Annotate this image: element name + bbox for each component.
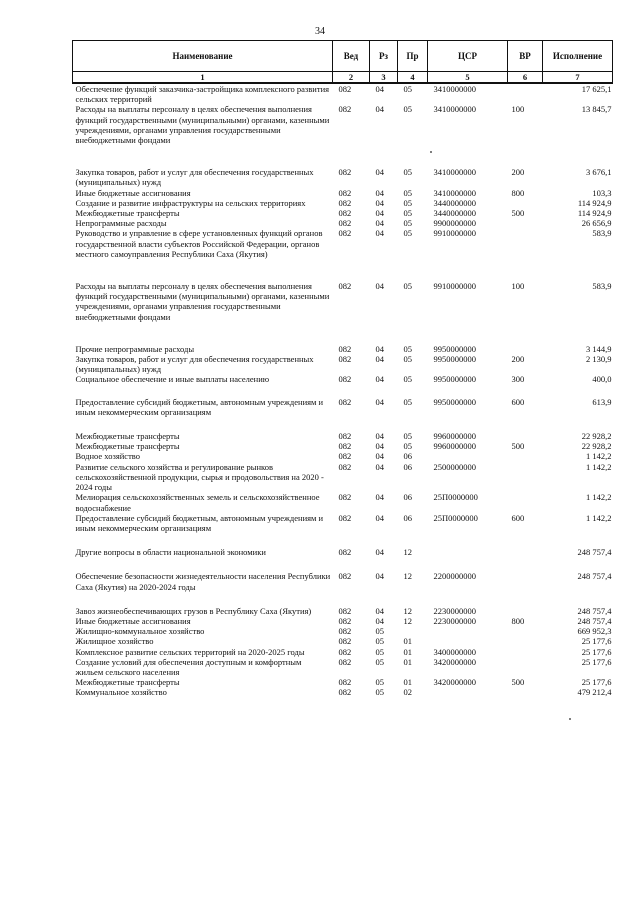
- row-vr: [508, 626, 543, 636]
- row-exec: 248 757,4: [577, 571, 612, 582]
- row-ved: 082: [338, 636, 352, 647]
- row-name: Обеспечение функций заказчика-застройщика комплексного развития сельских территорий: [75, 84, 330, 105]
- table-row: [73, 451, 613, 461]
- table-row: [73, 647, 613, 657]
- row-name: Непрограммные расходы: [75, 218, 167, 229]
- row-name: Межбюджетные трансферты: [75, 431, 180, 442]
- row-pr: 12: [403, 547, 412, 558]
- column-number-row: [73, 72, 613, 84]
- row-pr: 05: [403, 84, 412, 94]
- row-name: Предоставление субсидий бюджетным, автономным учреждениям и иным некоммерческим организациям: [75, 512, 324, 533]
- row-name: Другие вопросы в области национальной экономики: [75, 547, 266, 558]
- row-vr: 600: [511, 396, 525, 407]
- row-pr: 12: [403, 615, 412, 626]
- row-vr: [508, 606, 543, 616]
- row-rz: 05: [375, 636, 384, 647]
- col-number: 3: [370, 72, 398, 84]
- row-name: Мелиорация сельскохозяйственных земель и сельскохозяйственное водоснабжение: [75, 492, 320, 513]
- row-ved: 082: [338, 615, 352, 626]
- row-ved: 082: [338, 512, 352, 523]
- row-name: Развитие сельского хозяйства и регулирование рынков сельскохозяйственной продукции, сырья и продовольствия на 2020 - 2024 годы: [75, 461, 324, 493]
- row-vr: [508, 83, 543, 104]
- row-rz: 04: [375, 343, 384, 354]
- row-exec: 22 928,2: [581, 441, 612, 452]
- table-row: [73, 441, 613, 451]
- row-pr: 05: [403, 208, 412, 219]
- row-csr: 2230000000: [433, 615, 476, 626]
- table-row: [73, 606, 613, 616]
- table-row: [73, 397, 613, 431]
- table-row: [73, 374, 613, 396]
- row-vr: [508, 431, 543, 441]
- row-vr: 300: [511, 374, 525, 385]
- row-name: Социальное обеспечение и иные выплаты населению: [75, 374, 270, 385]
- row-rz: 04: [375, 396, 384, 407]
- row-rz: 04: [375, 167, 384, 178]
- header-pr: Пр: [398, 41, 428, 72]
- row-exec: 1 142,2: [586, 461, 612, 472]
- row-ved: 082: [338, 605, 352, 616]
- col-number: 7: [543, 72, 613, 84]
- row-ved: 082: [338, 687, 352, 698]
- row-vr: [508, 636, 543, 646]
- row-exec: 400,0: [592, 374, 612, 385]
- row-rz: 05: [375, 687, 384, 698]
- table-body: [73, 83, 613, 698]
- row-ved: 082: [338, 431, 352, 442]
- row-csr: 2500000000: [433, 461, 476, 472]
- row-ved: 082: [338, 677, 352, 688]
- row-name: Расходы на выплаты персоналу в целях обеспечения выполнения функций государственными (муниципальными) органами, казенными учреждениями, органами управления государственными внебюджетными фондами: [75, 104, 330, 146]
- row-exec: 13 845,7: [581, 104, 612, 115]
- row-vr: [508, 198, 543, 208]
- row-pr: 02: [403, 687, 412, 698]
- row-pr: 05: [403, 343, 412, 354]
- row-exec: 248 757,4: [577, 615, 612, 626]
- row-rz: 04: [375, 197, 384, 208]
- row-vr: 800: [511, 187, 525, 198]
- row-ved: 082: [338, 218, 352, 229]
- row-name: Жилищно-коммунальное хозяйство: [75, 626, 205, 637]
- table-row: [73, 547, 613, 571]
- table-row: [73, 687, 613, 697]
- row-csr: 3420000000: [433, 677, 476, 688]
- row-name: Прочие непрограммные расходы: [75, 343, 195, 354]
- table-row: [73, 281, 613, 344]
- row-pr: [398, 626, 428, 636]
- row-ved: 082: [338, 461, 352, 472]
- row-ved: 082: [338, 281, 352, 292]
- row-rz: 04: [375, 461, 384, 472]
- row-csr: 3440000000: [433, 208, 476, 219]
- row-pr: 01: [403, 677, 412, 688]
- row-name: Предоставление субсидий бюджетным, автономным учреждениям и иным некоммерческим организациям: [75, 396, 324, 417]
- row-exec: 583,9: [592, 228, 612, 239]
- row-pr: 06: [403, 461, 412, 472]
- row-vr: 100: [511, 281, 525, 292]
- row-ved: 082: [338, 571, 352, 582]
- col-number: 4: [398, 72, 428, 84]
- row-csr: [428, 451, 508, 461]
- row-rz: 04: [375, 104, 384, 115]
- row-exec: 3 676,1: [586, 167, 612, 178]
- row-csr: 3410000000: [433, 167, 476, 178]
- row-pr: 05: [403, 431, 412, 442]
- row-exec: 1 142,2: [586, 492, 612, 503]
- row-vr: 800: [511, 615, 525, 626]
- row-csr: 3410000000: [433, 187, 476, 198]
- table-row: [73, 83, 613, 104]
- row-csr: 9950000000: [433, 374, 476, 385]
- scan-speck: [569, 718, 571, 720]
- row-exec: 1 142,2: [586, 512, 612, 523]
- row-exec: 25 177,6: [581, 636, 612, 647]
- row-rz: 05: [375, 626, 384, 637]
- row-csr: 9950000000: [433, 343, 476, 354]
- row-csr: 25П0000000: [433, 492, 478, 503]
- row-pr: 12: [403, 571, 412, 582]
- row-exec: 583,9: [592, 281, 612, 292]
- row-pr: 06: [403, 492, 412, 503]
- row-rz: 04: [375, 605, 384, 616]
- row-rz: 05: [375, 677, 384, 688]
- row-rz: 04: [375, 512, 384, 523]
- row-vr: 200: [511, 167, 525, 178]
- row-rz: 04: [375, 451, 384, 462]
- row-csr: 9950000000: [433, 396, 476, 407]
- row-csr: 3400000000: [433, 646, 476, 657]
- row-ved: 082: [338, 451, 352, 462]
- row-pr: 06: [403, 512, 412, 523]
- row-name: Закупка товаров, работ и услуг для обеспечения государственных (муниципальных) нужд: [75, 167, 314, 188]
- row-csr: 3420000000: [433, 656, 476, 667]
- row-ved: 082: [338, 441, 352, 452]
- table-row: [73, 188, 613, 198]
- row-pr: 05: [403, 441, 412, 452]
- row-vr: [508, 218, 543, 228]
- row-csr: 3440000000: [433, 197, 476, 208]
- row-name: Обеспечение безопасности жизнедеятельности населения Республики Саха (Якутия) на 2020-2024 годы: [75, 571, 331, 592]
- row-rz: 04: [375, 374, 384, 385]
- row-ved: 082: [338, 84, 352, 94]
- row-csr: 2200000000: [433, 571, 476, 582]
- row-csr: 3410000000: [433, 84, 476, 94]
- table-row: [73, 218, 613, 228]
- table-row: [73, 677, 613, 687]
- row-vr: [508, 547, 543, 571]
- table-row: [73, 344, 613, 354]
- scan-speck: [430, 151, 432, 153]
- row-vr: [508, 228, 543, 281]
- col-number: 1: [73, 72, 333, 84]
- row-ved: 082: [338, 646, 352, 657]
- row-pr: 01: [403, 646, 412, 657]
- row-vr: [508, 657, 543, 677]
- row-ved: 082: [338, 208, 352, 219]
- row-pr: 05: [403, 104, 412, 115]
- row-vr: [508, 687, 543, 697]
- budget-table: [72, 40, 613, 698]
- row-exec: 114 924,9: [577, 197, 612, 208]
- row-csr: [428, 687, 508, 697]
- table-row: [73, 198, 613, 208]
- row-csr: 9910000000: [433, 281, 476, 292]
- row-exec: 1 142,2: [586, 451, 612, 462]
- row-rz: 04: [375, 187, 384, 198]
- page-number: 34: [315, 26, 325, 37]
- row-pr: 05: [403, 396, 412, 407]
- row-exec: 25 177,6: [581, 656, 612, 667]
- header-ved: Вед: [333, 41, 370, 72]
- row-ved: 082: [338, 492, 352, 503]
- row-vr: 500: [511, 441, 525, 452]
- row-pr: 12: [403, 605, 412, 616]
- row-pr: 05: [403, 374, 412, 385]
- row-csr: 9950000000: [433, 354, 476, 365]
- row-csr: [428, 636, 508, 646]
- row-pr: 05: [403, 187, 412, 198]
- row-rz: 04: [375, 281, 384, 292]
- row-exec: 248 757,4: [577, 547, 612, 558]
- row-ved: 082: [338, 656, 352, 667]
- row-exec: 114 924,9: [577, 208, 612, 219]
- row-name: Завоз жизнеобеспечивающих грузов в Республику Саха (Якутия): [75, 605, 312, 616]
- row-exec: 613,9: [592, 396, 612, 407]
- header-csr: ЦСР: [428, 41, 508, 72]
- table-row: [73, 492, 613, 512]
- table-row: [73, 104, 613, 167]
- col-number: 2: [333, 72, 370, 84]
- row-exec: 2 130,9: [586, 354, 612, 365]
- row-exec: 22 928,2: [581, 431, 612, 442]
- row-vr: 100: [511, 104, 525, 115]
- row-exec: 25 177,6: [581, 677, 612, 688]
- row-name: Комплексное развитие сельских территорий на 2020-2025 годы: [75, 646, 305, 657]
- table-row: [73, 571, 613, 605]
- row-ved: 082: [338, 374, 352, 385]
- row-pr: 05: [403, 228, 412, 239]
- col-number: 6: [508, 72, 543, 84]
- table-row: [73, 208, 613, 218]
- header-name: Наименование: [73, 41, 333, 72]
- row-ved: 082: [338, 228, 352, 239]
- row-ved: 082: [338, 187, 352, 198]
- row-name: Межбюджетные трансферты: [75, 441, 180, 452]
- row-vr: 500: [511, 677, 525, 688]
- row-csr: 9960000000: [433, 441, 476, 452]
- row-name: Коммунальное хозяйство: [75, 687, 167, 698]
- row-rz: 04: [375, 208, 384, 219]
- row-ved: 082: [338, 343, 352, 354]
- row-ved: 082: [338, 396, 352, 407]
- row-pr: 01: [403, 636, 412, 647]
- table-row: [73, 431, 613, 441]
- row-rz: 04: [375, 228, 384, 239]
- row-name: Межбюджетные трансферты: [75, 208, 180, 219]
- row-rz: 04: [375, 547, 384, 558]
- row-rz: 04: [375, 441, 384, 452]
- row-vr: [508, 571, 543, 605]
- row-name: Иные бюджетные ассигнования: [75, 615, 191, 626]
- row-vr: [508, 462, 543, 493]
- row-csr: 9910000000: [433, 228, 476, 239]
- row-name: Межбюджетные трансферты: [75, 677, 180, 688]
- row-exec: 479 212,4: [577, 687, 612, 698]
- row-rz: 04: [375, 615, 384, 626]
- row-name: Создание и развитие инфраструктуры на сельских территориях: [75, 197, 306, 208]
- row-rz: 04: [375, 571, 384, 582]
- row-vr: 200: [511, 354, 525, 365]
- header-exec: Исполнение: [543, 41, 613, 72]
- row-rz: 04: [375, 84, 384, 94]
- header-rz: Рз: [370, 41, 398, 72]
- row-name: Руководство и управление в сфере установленных функций органов государственной власти субъектов Российской Федерации, органов местного самоуправления Республики Саха (Якутия): [75, 228, 323, 259]
- row-csr: [428, 547, 508, 571]
- row-rz: 04: [375, 218, 384, 229]
- row-pr: 05: [403, 354, 412, 365]
- row-rz: 04: [375, 492, 384, 503]
- row-name: Закупка товаров, работ и услуг для обеспечения государственных (муниципальных) нужд: [75, 354, 314, 375]
- row-exec: 25 177,6: [581, 646, 612, 657]
- row-vr: [508, 492, 543, 512]
- row-exec: 248 757,4: [577, 605, 612, 616]
- row-vr: [508, 451, 543, 461]
- row-vr: [508, 344, 543, 354]
- row-rz: 05: [375, 656, 384, 667]
- row-vr: 600: [511, 512, 525, 523]
- row-exec: 669 952,3: [577, 626, 612, 637]
- row-name: Иные бюджетные ассигнования: [75, 187, 191, 198]
- table-row: [73, 354, 613, 374]
- row-csr: 25П0000000: [433, 512, 478, 523]
- header-row: [73, 41, 613, 72]
- row-exec: 103,3: [592, 187, 612, 198]
- row-csr: 9900000000: [433, 218, 476, 229]
- row-ved: 082: [338, 167, 352, 178]
- row-pr: 06: [403, 451, 412, 462]
- row-pr: 05: [403, 218, 412, 229]
- row-ved: 082: [338, 547, 352, 558]
- row-name: Создание условий для обеспечения доступным и комфортным жильем сельского населения: [75, 656, 302, 677]
- table-row: [73, 636, 613, 646]
- row-csr: [428, 626, 508, 636]
- row-name: Расходы на выплаты персоналу в целях обеспечения выполнения функций государственными (муниципальными) органами, казенными учреждениями, органами управления государственными внебюджетными фондами: [75, 281, 330, 322]
- row-exec: 3 144,9: [586, 343, 612, 354]
- row-name: Жилищное хозяйство: [75, 636, 154, 647]
- row-ved: 082: [338, 626, 352, 637]
- row-vr: [508, 647, 543, 657]
- row-exec: 17 625,1: [581, 84, 612, 94]
- table-row: [73, 657, 613, 677]
- row-pr: 05: [403, 197, 412, 208]
- row-name: Водное хозяйство: [75, 451, 140, 462]
- row-csr: 9960000000: [433, 431, 476, 442]
- table-row: [73, 626, 613, 636]
- table-row: [73, 616, 613, 626]
- row-rz: 04: [375, 354, 384, 365]
- table-row: [73, 167, 613, 187]
- row-pr: 05: [403, 167, 412, 178]
- row-rz: 04: [375, 431, 384, 442]
- row-ved: 082: [338, 197, 352, 208]
- header-vr: ВР: [508, 41, 543, 72]
- table-row: [73, 513, 613, 547]
- row-pr: 05: [403, 281, 412, 292]
- row-csr: 3410000000: [433, 104, 476, 115]
- row-exec: 26 656,9: [581, 218, 612, 229]
- row-rz: 05: [375, 646, 384, 657]
- table-row: [73, 228, 613, 281]
- row-csr: 2230000000: [433, 605, 476, 616]
- row-pr: 01: [403, 656, 412, 667]
- row-ved: 082: [338, 104, 352, 115]
- col-number: 5: [428, 72, 508, 84]
- table-row: [73, 462, 613, 493]
- row-vr: 500: [511, 208, 525, 219]
- row-ved: 082: [338, 354, 352, 365]
